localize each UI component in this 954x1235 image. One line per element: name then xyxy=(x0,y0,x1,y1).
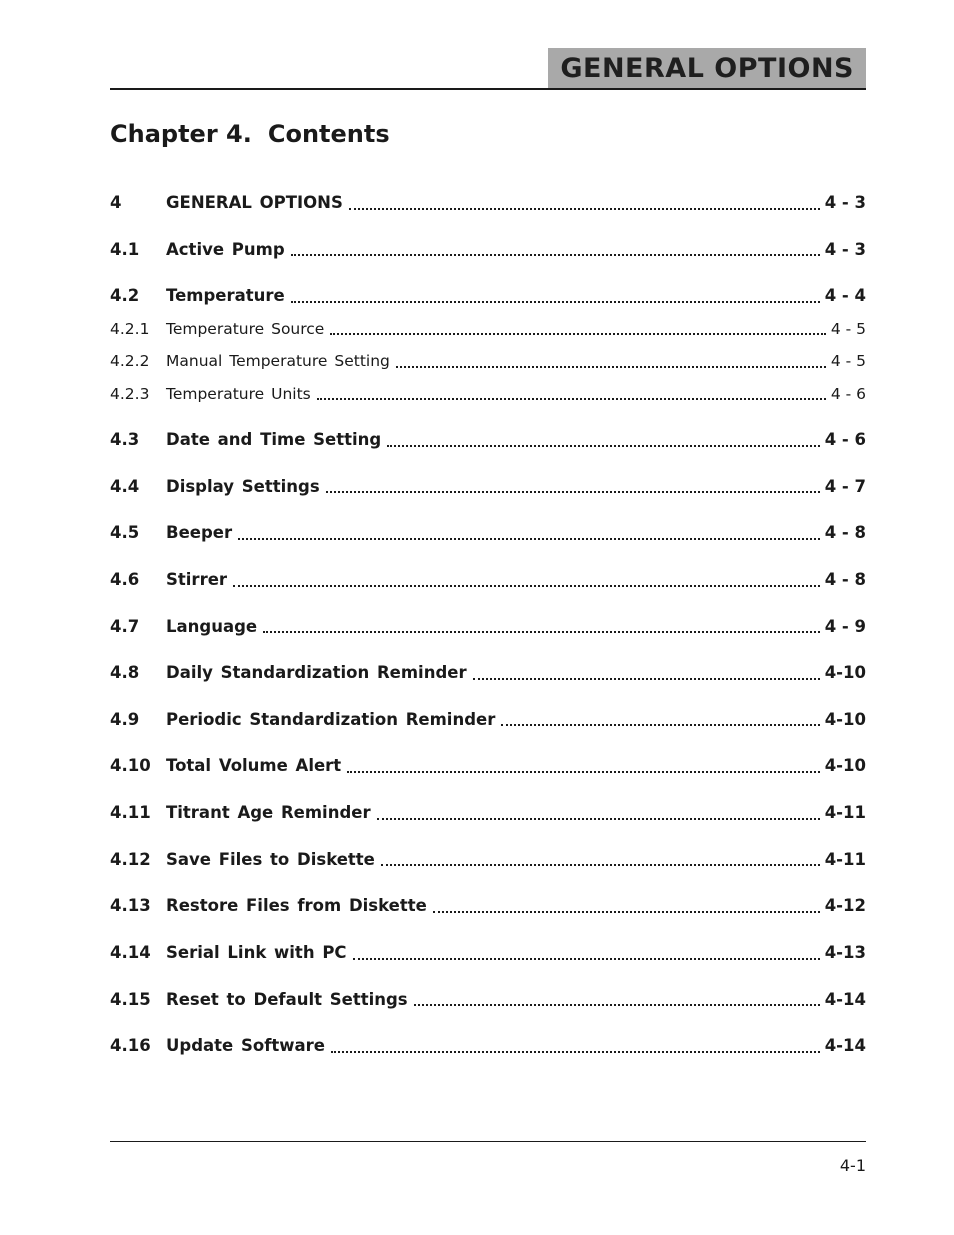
toc-entry xyxy=(110,1036,866,1057)
toc-entry-title: Language xyxy=(166,616,258,636)
toc-entry xyxy=(110,943,866,964)
toc-entry-page: 4 - 4 xyxy=(824,286,866,306)
toc-entry xyxy=(110,193,866,214)
toc-entry-page: 4-14 xyxy=(824,989,866,1009)
toc-entry-title: Beeper xyxy=(166,523,233,543)
dot-leader xyxy=(291,301,820,303)
toc-entry xyxy=(110,385,866,404)
footer-page-number: 4-1 xyxy=(839,1156,866,1175)
toc-entry xyxy=(110,320,866,339)
dot-leader xyxy=(353,958,820,960)
dot-leader xyxy=(326,491,820,493)
toc-entry-page: 4-10 xyxy=(824,709,866,729)
toc-entry xyxy=(110,663,866,684)
toc-entry xyxy=(110,523,866,544)
toc-entry-number: 4 xyxy=(110,193,122,212)
toc-entry-number: 4.2.1 xyxy=(110,319,150,338)
toc-entry-page: 4 - 5 xyxy=(830,352,866,371)
toc-entry-page: 4 - 7 xyxy=(824,476,866,496)
toc-entry-title: Temperature xyxy=(166,286,285,306)
toc-entry-page: 4 - 6 xyxy=(824,430,866,449)
toc-entry xyxy=(110,617,866,638)
toc-entry-title: Date and Time Setting xyxy=(166,430,382,449)
dot-leader xyxy=(387,445,819,447)
toc-entry-number: 4.11 xyxy=(110,803,151,822)
toc-entry-page: 4-13 xyxy=(824,942,866,962)
toc-entry-title: GENERAL OPTIONS xyxy=(166,193,343,212)
dot-leader xyxy=(377,818,820,820)
toc-entry xyxy=(110,570,866,591)
toc-entry-page: 4-11 xyxy=(824,803,866,822)
dot-leader xyxy=(414,1004,820,1006)
toc-entry-number: 4.3 xyxy=(110,430,140,449)
toc-entry-number: 4.6 xyxy=(110,569,140,589)
chapter-title xyxy=(110,120,390,148)
dot-leader xyxy=(331,1051,820,1053)
dot-leader xyxy=(381,864,820,866)
toc-entry-title: Save Files to Diskette xyxy=(166,849,375,869)
dot-leader xyxy=(263,631,820,633)
toc-entry-title: Stirrer xyxy=(166,569,228,589)
page-footer xyxy=(110,1141,866,1175)
dot-leader xyxy=(317,398,826,400)
toc-entry xyxy=(110,710,866,731)
dot-leader xyxy=(233,585,820,587)
toc-entry xyxy=(110,850,866,871)
toc-entry-number: 4.15 xyxy=(110,989,151,1009)
page-header xyxy=(110,48,866,90)
toc-entry xyxy=(110,477,866,498)
dot-leader xyxy=(238,538,820,540)
toc-entry-title: Periodic Standardization Reminder xyxy=(166,709,496,729)
toc-entry-page: 4 - 6 xyxy=(830,384,866,403)
toc-entry-page: 4-10 xyxy=(824,756,866,776)
toc-entry-title: Temperature Source xyxy=(166,319,325,338)
toc-entry-title: Titrant Age Reminder xyxy=(166,803,371,822)
toc-entry xyxy=(110,803,866,824)
table-of-contents xyxy=(110,193,866,1057)
toc-entry-number: 4.16 xyxy=(110,1036,151,1056)
toc-entry-page: 4 - 3 xyxy=(824,193,866,212)
dot-leader xyxy=(396,366,826,368)
toc-entry-title: Active Pump xyxy=(166,239,285,259)
toc-entry-page: 4 - 8 xyxy=(824,569,866,589)
toc-entry-page: 4-10 xyxy=(824,663,866,683)
header-divider xyxy=(110,88,866,90)
toc-entry-number: 4.2.3 xyxy=(110,384,150,403)
toc-entry-title: Temperature Units xyxy=(166,384,311,403)
toc-entry-title: Daily Standardization Reminder xyxy=(166,663,467,683)
toc-entry-number: 4.8 xyxy=(110,663,140,683)
chapter-label: Chapter 4. xyxy=(110,120,252,148)
toc-entry xyxy=(110,286,866,307)
toc-entry-page: 4-12 xyxy=(824,896,866,916)
dot-leader xyxy=(291,254,820,256)
toc-entry-page: 4 - 3 xyxy=(824,239,866,259)
toc-entry xyxy=(110,352,866,371)
toc-entry xyxy=(110,896,866,917)
toc-entry xyxy=(110,990,866,1011)
toc-entry-number: 4.2 xyxy=(110,286,140,306)
dot-leader xyxy=(433,911,820,913)
toc-entry xyxy=(110,430,866,451)
toc-entry-number: 4.14 xyxy=(110,942,151,962)
toc-entry-page: 4 - 8 xyxy=(824,523,866,543)
toc-entry-page: 4-11 xyxy=(824,849,866,869)
toc-entry-title: Display Settings xyxy=(166,476,320,496)
toc-entry-number: 4.5 xyxy=(110,523,140,543)
toc-entry-number: 4.2.2 xyxy=(110,352,150,371)
toc-entry-title: Manual Temperature Setting xyxy=(166,352,390,371)
dot-leader xyxy=(330,333,825,335)
toc-entry-title: Total Volume Alert xyxy=(166,756,342,776)
dot-leader xyxy=(473,678,820,680)
toc-entry-page: 4-14 xyxy=(824,1036,866,1056)
toc-entry xyxy=(110,756,866,777)
toc-entry-number: 4.12 xyxy=(110,849,151,869)
dot-leader xyxy=(347,771,820,773)
header-title: GENERAL OPTIONS xyxy=(548,48,866,88)
dot-leader xyxy=(501,724,819,726)
toc-entry-title: Restore Files from Diskette xyxy=(166,896,427,916)
footer-divider xyxy=(110,1141,866,1142)
toc-entry-number: 4.4 xyxy=(110,476,140,496)
toc-entry-number: 4.1 xyxy=(110,239,140,259)
toc-entry-number: 4.7 xyxy=(110,616,140,636)
toc-entry xyxy=(110,240,866,261)
toc-entry-page: 4 - 5 xyxy=(830,319,866,338)
toc-entry-title: Serial Link with PC xyxy=(166,942,347,962)
contents-label: Contents xyxy=(267,120,390,148)
dot-leader xyxy=(349,208,820,210)
toc-entry-page: 4 - 9 xyxy=(824,616,866,636)
toc-entry-number: 4.10 xyxy=(110,756,151,776)
toc-entry-number: 4.9 xyxy=(110,709,140,729)
toc-entry-title: Update Software xyxy=(166,1036,325,1056)
toc-entry-title: Reset to Default Settings xyxy=(166,989,408,1009)
toc-entry-number: 4.13 xyxy=(110,896,151,916)
